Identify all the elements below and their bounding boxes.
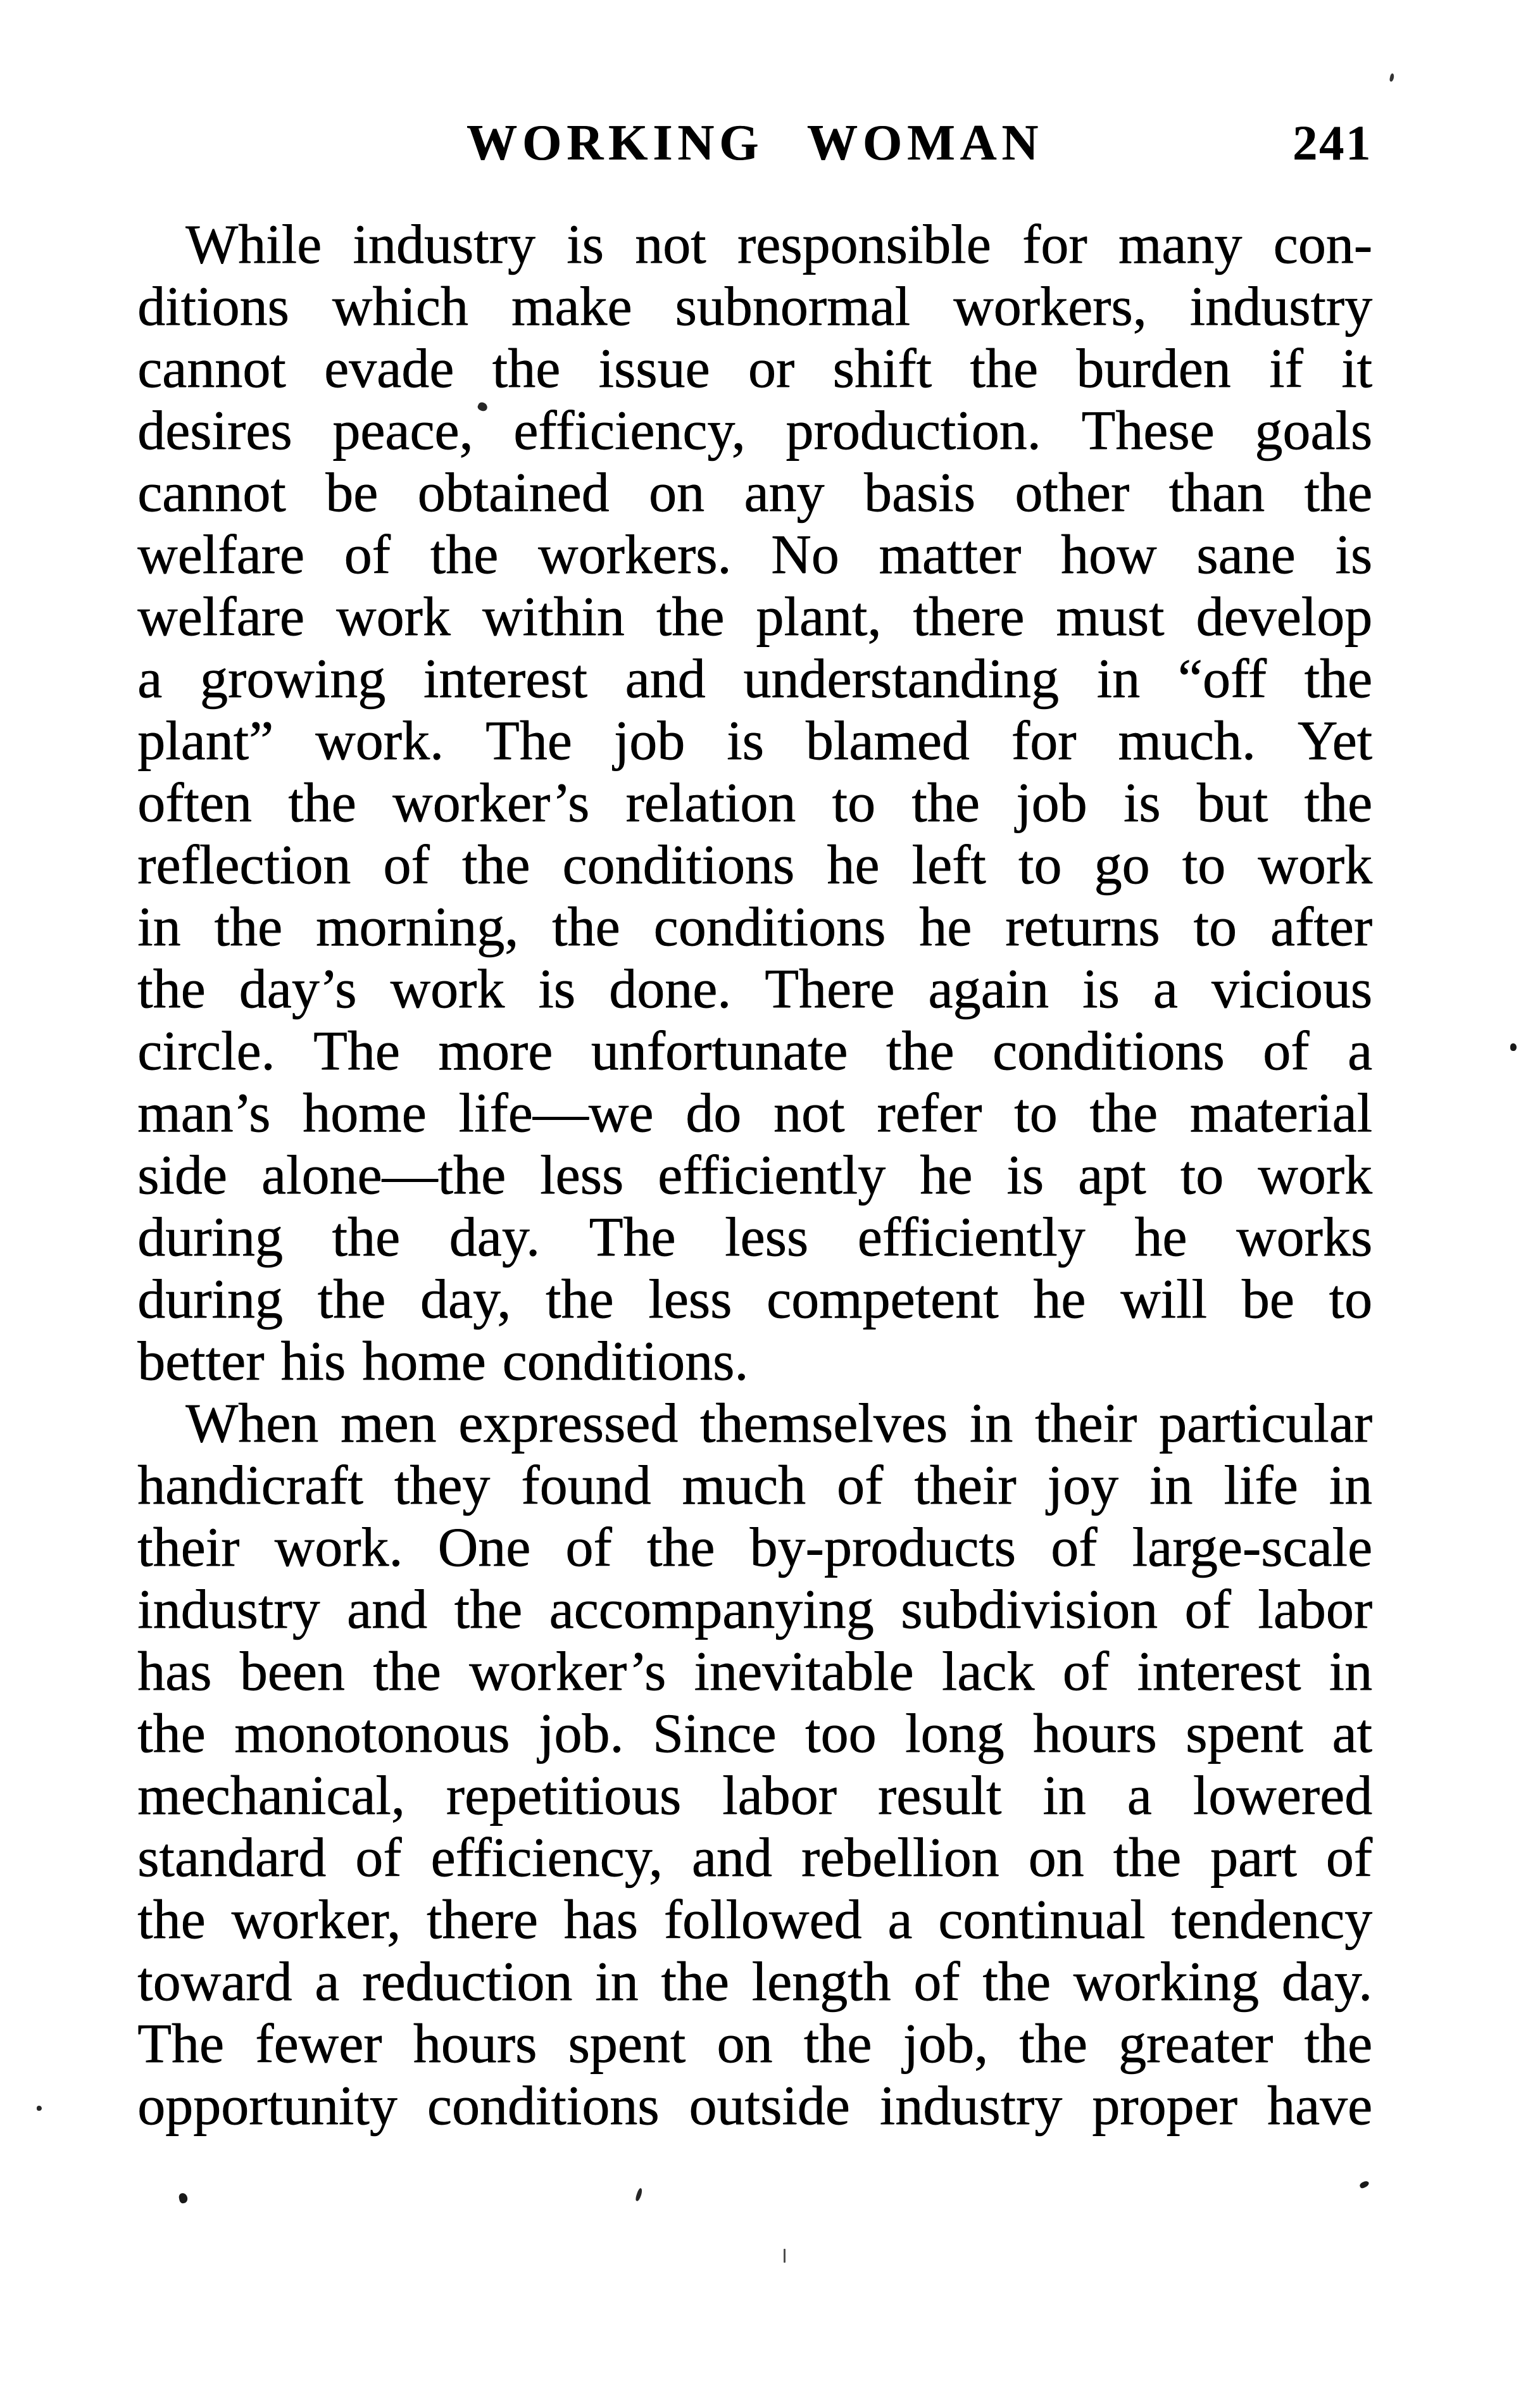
paragraph (137, 1393, 1372, 2137)
text-line: ditions which make subnormal workers, industry (137, 276, 1372, 337)
text-line: While industry is not responsible for many con- (185, 214, 1372, 275)
text-line: welfare of the workers. No matter how sane is (137, 524, 1372, 586)
text-line: plant” work. The job is blamed for much. Yet (137, 710, 1372, 772)
page-title: WORKING WOMAN (466, 115, 1044, 171)
scan-artifact (178, 2192, 188, 2204)
text-line: desires peace, efficiency, production. These goals (137, 400, 1372, 462)
text-line: The fewer hours spent on the job, the greater the (137, 2013, 1372, 2075)
text-line: has been the worker’s inevitable lack of interest in (137, 1641, 1372, 1702)
text-line: a growing interest and understanding in “off the (137, 648, 1372, 710)
paragraph (137, 214, 1372, 1393)
text-line: circle. The more unfortunate the conditions of a (137, 1021, 1372, 1082)
body-text (137, 214, 1372, 2137)
text-line: industry and the accompanying subdivision of labor (137, 1579, 1372, 1640)
text-line: during the day. The less efficiently he works (137, 1207, 1372, 1268)
text-line: the worker, there has followed a continual tendency (137, 1889, 1372, 1951)
text-line: When men expressed themselves in their particular (185, 1393, 1372, 1454)
scan-artifact (784, 2249, 786, 2263)
text-line: opportunity conditions outside industry proper have (137, 2075, 1372, 2137)
text-line: toward a reduction in the length of the working day. (137, 1951, 1372, 2013)
page-number: 241 (1293, 115, 1372, 170)
scan-artifact (635, 2187, 643, 2201)
text-line: standard of efficiency, and rebellion on the part of (137, 1827, 1372, 1889)
text-line: during the day, the less competent he will be to (137, 1269, 1372, 1330)
text-line: better his home conditions. (137, 1331, 749, 1392)
text-line: side alone—the less efficiently he is apt to work (137, 1145, 1372, 1206)
text-line: in the morning, the conditions he returns to after (137, 896, 1372, 958)
text-line: cannot evade the issue or shift the burden if it (137, 338, 1372, 399)
text-line: mechanical, repetitious labor result in a lowered (137, 1765, 1372, 1827)
scan-artifact (1389, 73, 1395, 82)
text-line: often the worker’s relation to the job is but the (137, 772, 1372, 834)
text-line: cannot be obtained on any basis other than the (137, 462, 1372, 524)
scan-artifact (1510, 1043, 1517, 1051)
scan-artifact (1359, 2180, 1370, 2189)
running-head (137, 111, 1372, 175)
text-line: handicraft they found much of their joy in life in (137, 1455, 1372, 1516)
text-line: the day’s work is done. There again is a vicious (137, 959, 1372, 1020)
scan-artifact (37, 2106, 42, 2111)
text-line: welfare work within the plant, there must develop (137, 586, 1372, 648)
text-line: their work. One of the by-products of large-scale (137, 1517, 1372, 1578)
text-line: the monotonous job. Since too long hours spent at (137, 1703, 1372, 1764)
text-line: reflection of the conditions he left to go to work (137, 834, 1372, 896)
text-line: man’s home life—we do not refer to the material (137, 1083, 1372, 1144)
